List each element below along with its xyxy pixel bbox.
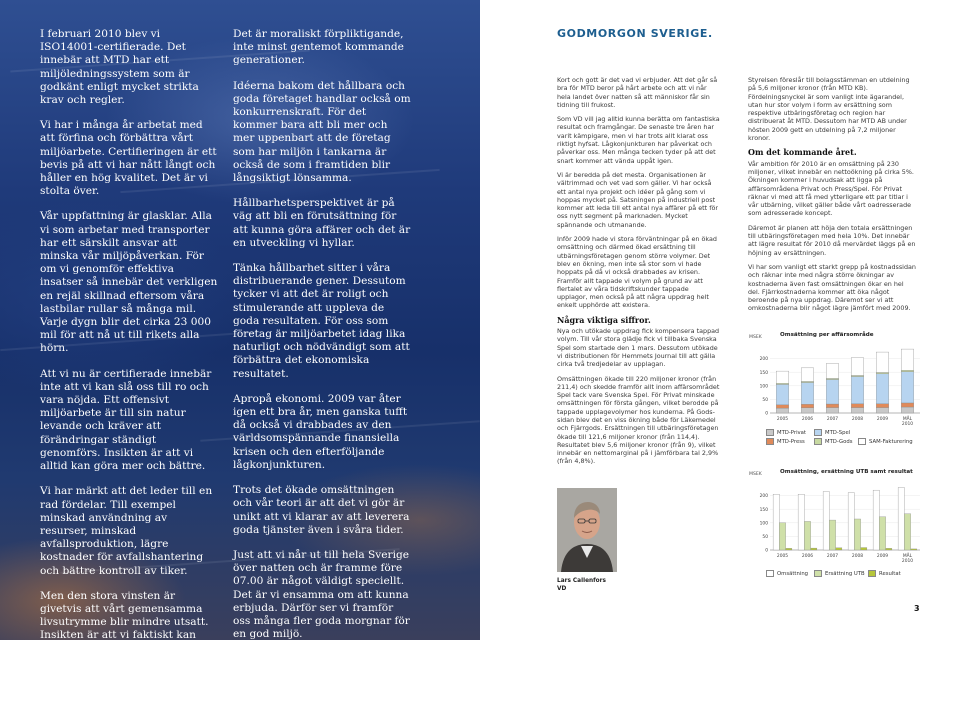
legend-swatch bbox=[766, 438, 774, 445]
y-tick-label: 200 bbox=[759, 494, 768, 500]
paragraph: Omsättningen ökade till 220 miljoner kronor (från 211,4) och skedde framför allt inom affärsområdet Spel tack vare Svenska Spel. För Privat minskade omsättningen för första gången, vilket berodde på tappade upplagevolymer hos kunderna. På Gods-sidan blev det en viss ökning både för Läkemedel och Fjärrgods. Ersättningen till utbäringsföretagen ökade till 121,6 miljoner kronor (från 114,4). Resultatet blev 5,6 miljoner kronor (från 9), vilket innebär en nettomarginal på i jämförbara tal 2,9% (från 4,8%). bbox=[557, 374, 720, 466]
chart-1-svg bbox=[748, 325, 926, 430]
legend-label: MTD-Spel bbox=[825, 429, 851, 436]
section-heading: GODMORGON SVERIGE. bbox=[557, 27, 713, 40]
x-tick-label: 2006 bbox=[801, 417, 814, 422]
bar bbox=[779, 523, 785, 550]
x-tick-label: 2005 bbox=[776, 554, 789, 559]
bar bbox=[836, 548, 842, 550]
y-tick-label: 50 bbox=[762, 398, 768, 403]
bar bbox=[873, 490, 879, 550]
chart-title: Omsättning, ersättning UTB samt resultat bbox=[780, 469, 913, 475]
bar-segment bbox=[901, 349, 914, 370]
paragraph: Vår ambition för 2010 är en omsättning på 230 miljoner, vilket innebär en nettoökning på cirka 5%. Ökningen kommer i huvudsak att ligga på affärsområdena Privat och Press/Spel. För Privat räknar vi med att få med ytterligare ett par titlar i vår utbärning, vilket gäller både vårt oadresserade som adresserade koncept. bbox=[748, 159, 914, 218]
bar bbox=[804, 521, 810, 550]
portrait-photo bbox=[557, 488, 617, 572]
bar-segment bbox=[851, 408, 864, 413]
bar-segment bbox=[876, 408, 889, 413]
x-tick-label: 2008 bbox=[851, 554, 864, 559]
bar bbox=[848, 493, 854, 550]
paragraph: Inför 2009 hade vi stora förväntningar på en ökad omsättning och därmed ökad ersättning till utbärningsföretagen genom större volymer. Det blev en ökning, men inte så stor som vi hade hoppats på då vi också drabbades av krisen. Framför allt tappade vi volym på grund av att flertalet av våra tidskriftskunder tappade upplagor, men också på att några uppdrag helt enkelt upphörde att existera. bbox=[557, 235, 717, 310]
x-tick-label: 2007 bbox=[826, 417, 839, 422]
paragraph: Tänka hållbarhet sitter i våra distribuerande gener. Dessutom tycker vi att det är roligt och stimulerande att uppleva de goda resultaten. För oss som företag är miljöarbetet idag lika naturligt och nödvändigt som att förbättra det ekonomiska resultatet. bbox=[233, 262, 410, 380]
bar bbox=[798, 494, 804, 550]
legend-label: Ersättning UTB bbox=[825, 570, 865, 577]
bar-segment bbox=[901, 370, 914, 371]
paragraph: Vi har som vanligt ett starkt grepp på kostnadssidan och räknar inte med några större ökningar av kostnaderna även fast omsättningen ökar en hel del. Fjärrkostnaderna kommer att öka något beroende på nya uppdrag. Däremot ser vi att omkostnaderna blir något lägre jämfört med 2009. bbox=[748, 262, 916, 313]
x-tick-label: 2008 bbox=[851, 417, 864, 422]
subheading: Några viktiga siffror. bbox=[557, 314, 651, 325]
legend-swatch bbox=[766, 570, 774, 577]
bar bbox=[811, 548, 817, 550]
x-tick-label: 2006 bbox=[801, 554, 814, 559]
x-tick-label: 2007 bbox=[826, 554, 839, 559]
bar bbox=[773, 494, 779, 550]
chart-2-svg bbox=[748, 462, 926, 567]
bar-segment bbox=[826, 404, 839, 408]
paragraph: Som VD vill jag alltid kunna berätta om fantastiska resultat och framgångar. De senaste tre åren har varit kämpigare, men vi har trots allt klarat oss riktigt hyfsat. Lågkonjunkturen har påverkat och påverkar oss. Men många tecken tyder på att det snart kommer att vända uppåt igen. bbox=[557, 115, 720, 165]
bar-segment bbox=[851, 358, 864, 376]
legend-item bbox=[814, 438, 852, 445]
legend-swatch bbox=[814, 438, 822, 445]
paragraph: Kort och gott är det vad vi erbjuder. Att det går så bra för MTD beror på hårt arbete och att vi når hela landet över natten så att människor får sin tidning till frukost. bbox=[557, 76, 718, 109]
left-page bbox=[0, 0, 480, 708]
bar-segment bbox=[901, 372, 914, 403]
legend-swatch bbox=[858, 438, 866, 445]
legend-swatch bbox=[814, 570, 822, 577]
x-tick-label: 2009 bbox=[876, 554, 889, 559]
paragraph: Men den stora vinsten är givetvis att vårt gemensamma livsutrymme blir mindre utsatt. Insikten är att vi faktiskt kan göra något åt klimatproblemen. Inget enskilt företag kan rädda planeten men om fler och fler ansträngar sig så kan vi vända utvecklingen. bbox=[40, 589, 211, 708]
legend-item bbox=[814, 429, 850, 436]
bar-segment bbox=[776, 405, 789, 408]
paragraph: Idéerna bakom det hållbara och goda företaget handlar också om konkurrenskraft. För det kommer bara att bli mer och mer uppenbart att de företag som har miljön i tankarna är också de som i framtiden blir långsiktigt lönsamma. bbox=[233, 79, 411, 185]
legend-item bbox=[766, 570, 808, 577]
bar-segment bbox=[801, 408, 814, 413]
paragraph: Styrelsen föreslår till bolagsstämman en utdelning på 5,6 miljoner kronor (från MTD KB). Fördelningsnyckel är som vanligt inte ägarandel, utan hur stor volym i form av ersättning som respektive utbäringsföretag och region har distribuerat åt MTD. Dessutom har MTD AB under hösten 2009 gett en utdelning på 7,2 miljoner kronor. bbox=[748, 76, 910, 143]
y-tick-label: 150 bbox=[759, 370, 768, 376]
y-tick-label: 200 bbox=[759, 357, 768, 363]
paragraph: I februari 2010 blev vi ISO14001-certifierade. Det innebär att MTD har ett miljöledningssystem som är godkänt enligt mycket strikta krav och regler. bbox=[40, 28, 199, 107]
bar-segment bbox=[776, 384, 789, 404]
bar-segment bbox=[851, 377, 864, 404]
right-page bbox=[480, 0, 960, 640]
paragraph: Vi har märkt att det leder till en rad fördelar. Till exempel minskad användning av resurser, minskad avfallsproduktion, lägre kostnader för avfallshantering och bättre kontroll av tiker. bbox=[40, 485, 213, 577]
portrait-name: Lars Callenfors bbox=[557, 578, 606, 584]
axis-unit: MSEK bbox=[749, 472, 762, 477]
bar-segment bbox=[801, 404, 814, 408]
bar bbox=[911, 549, 917, 550]
paragraph: Trots det ökade omsättningen och vår teori är att det vi gör är unikt att vi klarar av att leverera goda tjänster även i svåra tider. bbox=[233, 484, 410, 536]
legend-item bbox=[766, 429, 806, 436]
bar bbox=[898, 487, 904, 550]
bar bbox=[823, 492, 829, 550]
legend-label: MTD-Privat bbox=[777, 429, 807, 436]
bar-segment bbox=[801, 383, 814, 405]
portrait-title: VD bbox=[557, 585, 567, 592]
legend-swatch bbox=[766, 429, 774, 436]
bar bbox=[879, 517, 885, 550]
x-tick-label: MÅL bbox=[902, 554, 913, 559]
legend-label: MTD-Press bbox=[777, 438, 805, 445]
bar-segment bbox=[851, 404, 864, 408]
chart-revenue-by-business-area bbox=[748, 325, 926, 450]
left-text-column-1 bbox=[40, 28, 218, 721]
paragraph: Vi är beredda på det mesta. Organisationen är vältrimmad och vet vad som gäller. Vi har också ett antal nya projekt och idéer på gång som vi hoppas mycket på. Satsningen på industriell post kommer att leda till ett antal nya affärer på ett för oss nytt segment på marknaden. Mycket spännande och utmanande. bbox=[557, 170, 718, 229]
bar-segment bbox=[776, 371, 789, 383]
portrait-caption bbox=[557, 578, 606, 593]
paragraph: Just att vi når ut till hela Sverige över natten och är framme före 07.00 är något väldigt speciellt. Det är vi ensamma om att kunna erbjuda. Därför ser vi framför oss många fler goda morgnar för en god miljö. bbox=[233, 548, 410, 641]
chart-title: Omsättning per affärsområde bbox=[780, 332, 874, 338]
portrait-illustration bbox=[557, 488, 617, 572]
page-number: 3 bbox=[914, 604, 920, 613]
y-tick-label: 0 bbox=[765, 411, 768, 417]
chart-revenue-compensation-result bbox=[748, 462, 926, 582]
bar-segment bbox=[876, 404, 889, 408]
paragraph: Vi har i många år arbetat med att förfina och förbättra vårt miljöarbete. Certifieringen är ett bevis på att vi har nått långt och håller en hög kvalitet. Det är vi stolta över. bbox=[40, 119, 217, 198]
paragraph: Hållbarhetsperspektivet är på väg att bli en förutsättning för att kunna göra affärer och det är en utveckling vi hyllar. bbox=[233, 197, 411, 249]
paragraph: Däremot är planen att höja den totala ersättningen till utbäringsföretagen med hela 10%. Det innebär att lägre resultat för 2010 då mervärdet läggs på en höjning av ersättningen. bbox=[748, 223, 916, 257]
legend-item bbox=[868, 570, 901, 577]
y-tick-label: 150 bbox=[759, 507, 768, 513]
paragraph: Att vi nu är certifierade innebär inte att vi kan slå oss till ro och vara nöjda. Ett offensivt miljöarbete är till sin natur levande och kräver att förändringar ständigt genomförs. Insikten är att vi alltid kan göra mer och bättre. bbox=[40, 367, 212, 473]
bar-segment bbox=[901, 407, 914, 413]
y-tick-label: 100 bbox=[759, 521, 768, 527]
bar bbox=[829, 520, 835, 550]
right-text-column-1 bbox=[557, 76, 720, 472]
bar-segment bbox=[876, 372, 889, 373]
x-tick-label: MÅL bbox=[902, 417, 913, 422]
paragraph: Nya och utökade uppdrag fick kompensera tappad volym. Till vår stora glädje fick vi tillbaka Svenska Spel som startade den 1 mars. Dessutom utökade vi distributionen för Hemmets Journal till att gälla cirka två tredjedelar av upplagan. bbox=[557, 327, 720, 369]
bar bbox=[861, 548, 867, 550]
bar bbox=[886, 548, 892, 550]
bar-segment bbox=[826, 408, 839, 413]
bar bbox=[854, 519, 860, 550]
bar bbox=[786, 548, 792, 550]
bar-segment bbox=[876, 374, 889, 404]
legend-swatch bbox=[814, 429, 822, 436]
x-tick-label: 2010 bbox=[901, 422, 914, 427]
left-text-column-2 bbox=[233, 28, 411, 653]
legend-swatch bbox=[868, 570, 876, 577]
legend-item bbox=[858, 438, 913, 445]
y-tick-label: 0 bbox=[765, 548, 768, 554]
bar-segment bbox=[776, 408, 789, 413]
bar-segment bbox=[876, 352, 889, 372]
legend-item bbox=[766, 438, 805, 445]
x-tick-label: 2010 bbox=[901, 559, 914, 564]
right-text-column-2 bbox=[748, 76, 916, 319]
subheading: Om det kommande året. bbox=[748, 147, 857, 158]
y-tick-label: 100 bbox=[759, 384, 768, 390]
legend-label: Omsättning bbox=[777, 570, 809, 577]
legend-item bbox=[814, 570, 865, 577]
bar-segment bbox=[801, 368, 814, 382]
bar-segment bbox=[826, 363, 839, 378]
legend-label: MTD-Gods bbox=[825, 438, 853, 445]
legend-label: Resultat bbox=[879, 570, 901, 577]
bar-segment bbox=[901, 403, 914, 407]
paragraph: Det är moraliskt förpliktigande, inte minst gentemot kommande generationer. bbox=[233, 28, 404, 67]
bar bbox=[904, 514, 910, 550]
y-tick-label: 50 bbox=[762, 535, 768, 540]
paragraph: Vår uppfattning är glasklar. Alla vi som arbetar med transporter har ett särskilt ansvar att minska vår miljöpåverkan. För om vi genomför effektiva insatser så innebär det verkligen en rejäl skillnad eftersom våra lastbilar rullar så många mil. Varje dygn blir det cirka 23 000 mil för att nå ut till rikets alla hörn. bbox=[40, 210, 218, 355]
axis-unit: MSEK bbox=[749, 335, 762, 340]
bar-segment bbox=[826, 380, 839, 404]
x-tick-label: 2005 bbox=[776, 417, 789, 422]
legend-label: SAM-Fakturering bbox=[869, 438, 913, 445]
x-tick-label: 2009 bbox=[876, 417, 889, 422]
paragraph: Apropå ekonomi. 2009 var åter igen ett bra år, men ganska tufft då också vi drabbades av den världsomspännande finansiella krisen och den efterföljande lågkonjunkturen. bbox=[233, 392, 408, 471]
